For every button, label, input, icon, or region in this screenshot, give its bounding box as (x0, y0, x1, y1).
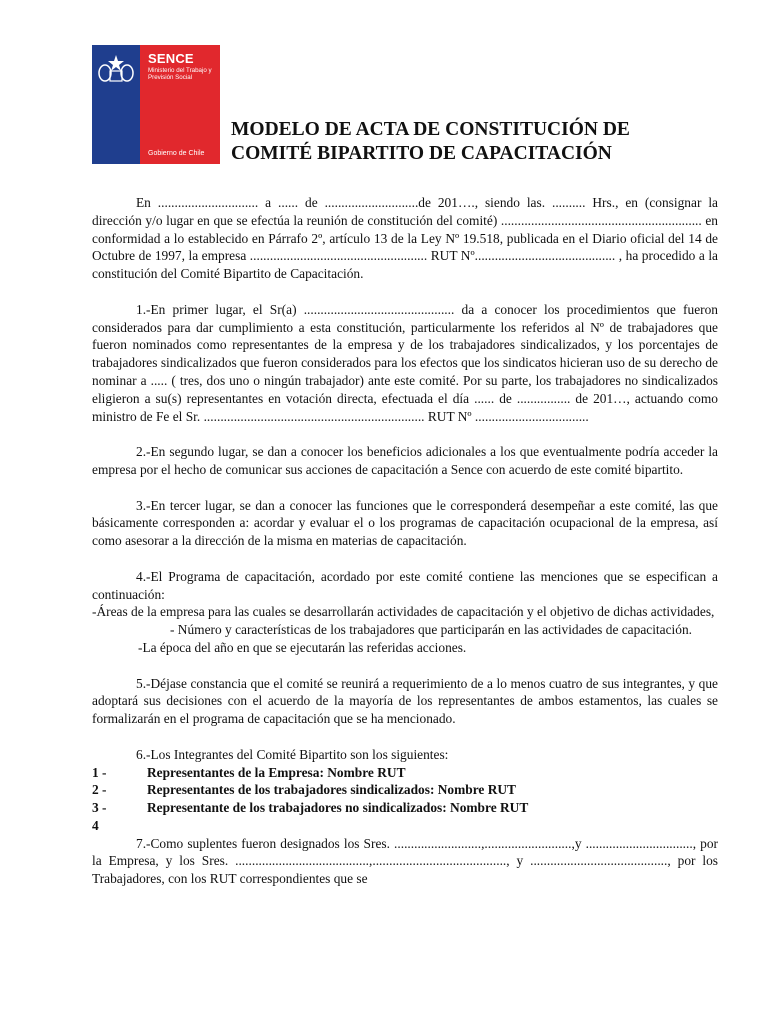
member-row (92, 817, 718, 835)
chile-coat-of-arms-icon (96, 51, 136, 87)
member-text: Representantes de la Empresa: Nombre RUT (147, 764, 406, 780)
paragraph-4-epoch: -La época del año en que se ejecutarán las referidas acciones. (138, 639, 467, 655)
member-row (92, 781, 718, 799)
paragraph-2: 2.-En segundo lugar, se dan a conocer los beneficios adicionales a los que eventualmente podría acceder la empresa por el hecho de comunicar sus acciones de capacitación a Sence con acuerdo de este comité bipartito. (92, 444, 718, 477)
member-number: 3 - (92, 800, 107, 816)
document-body (92, 194, 718, 888)
member-number: 4 (92, 817, 99, 833)
sence-logo (92, 45, 220, 164)
member-row (92, 799, 718, 817)
logo-government: Gobierno de Chile (148, 150, 205, 157)
member-number: 1 - (92, 764, 107, 780)
logo-brand: SENCE (148, 51, 194, 66)
member-text (147, 817, 718, 835)
member-text: Representantes de los trabajadores sindicalizados: Nombre RUT (147, 782, 516, 798)
title-line-1: MODELO DE ACTA DE CONSTITUCIÓN DE (231, 119, 630, 140)
intro-paragraph: En .............................. a ...... de ............................de 201…., siendo las. .......... Hrs., en (consignar la dirección y/o lugar en que se efectúa la reunión de constitución del comité) ............................................................ en conformidad a lo establecido en Párrafo 2º, artículo 13 de la Ley Nº 19.518, publicada en el Diario oficial del 14 de Octubre de 1997, la empresa ..................................................... RUT Nº.......................................... , ha procedido a la constitución del Comité Bipartito de Capacitación. (92, 195, 718, 282)
paragraph-6: 6.-Los Integrantes del Comité Bipartito son los siguientes: (136, 746, 449, 762)
member-row (92, 764, 718, 782)
logo-ministry: Ministerio del Trabajo y Previsión Social (148, 67, 212, 81)
paragraph-4-areas: -Áreas de la empresa para las cuales se desarrollarán actividades de capacitación y el objetivo de dichas actividades, (92, 604, 715, 620)
paragraph-5: 5.-Déjase constancia que el comité se reunirá a requerimiento de a lo menos cuatro de sus integrantes, y que adoptará sus decisiones con el acuerdo de la mayoría de los representantes de ambos estamentos, las cuales se formalizarán en el programa de capacitación que se ha mencionado. (92, 675, 718, 727)
paragraph-3: 3.-En tercer lugar, se dan a conocer las funciones que le corresponderá desempeñar a este comité, las que básicamente corresponden a: acordar y evaluar el o los programas de capacitación ocupacional de la empresa, así como asesorar a la dirección de la misma en materias de capacitación. (92, 497, 718, 549)
paragraph-4-number: - Número y características de los trabajadores que participarán en las actividades de capacitación. (170, 622, 692, 638)
paragraph-4: 4.-El Programa de capacitación, acordado por este comité contiene las menciones que se especifican a continuación: (92, 568, 718, 602)
member-text: Representante de los trabajadores no sindicalizados: Nombre RUT (147, 800, 529, 816)
page-title (231, 118, 630, 166)
paragraph-1: 1.-En primer lugar, el Sr(a) ............................................. da a conocer los procedimientos que fueron considerados para dar cumplimiento a esta constitución, particularmente los referidos al Nº de trabajadores que fueron nominados como representantes de la empresa y de los trabajadores sindicalizados, y los porcentajes de trabajadores sindicalizados que fueron considerados para los efectos que los sindicatos hicieran uso de su derecho de nominar a ..... ( tres, dos uno o ningún trabajador) ante este comité. Por su parte, los trabajadores no sindicalizados eligieron a su(s) representantes en votación directa, efectuada el día ...... de ................ de 201…, actuando como ministro de Fe el Sr. .................................................................. RUT Nº .................................. (92, 301, 718, 424)
member-number: 2 - (92, 782, 107, 798)
paragraph-7: 7.-Como suplentes fueron designados los Sres. ..........................,..........................,y ................................, por la Empresa, y los Sres. ........................................,........................................, y ........................................., por los Trabajadores, con los RUT correspondientes que se (92, 835, 718, 887)
title-line-2: COMITÉ BIPARTITO DE CAPACITACIÓN (231, 143, 612, 164)
